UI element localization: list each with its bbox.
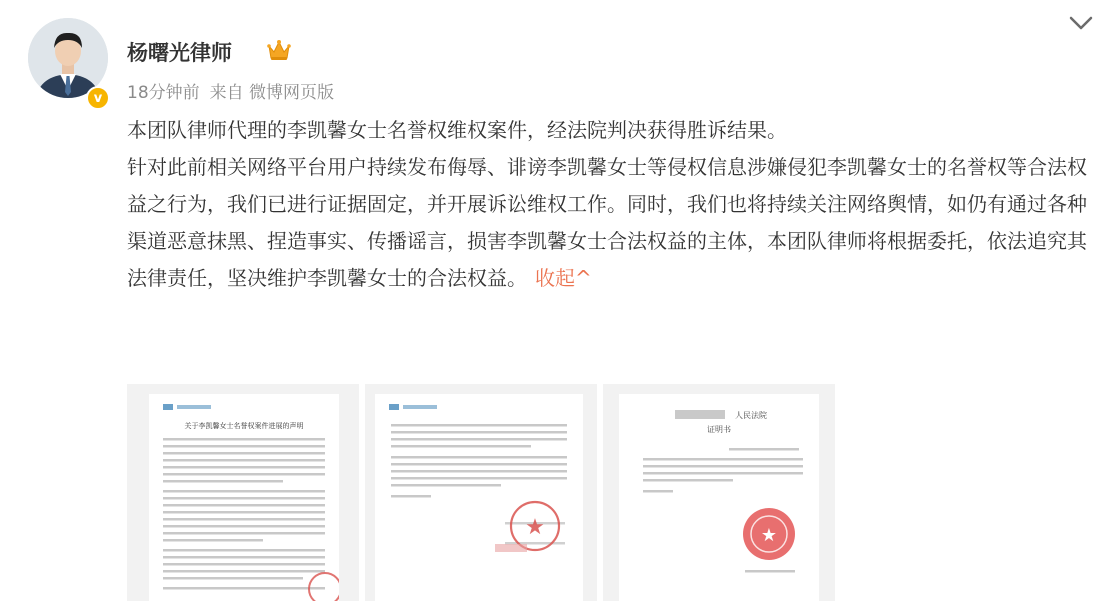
post-time[interactable]: 18分钟前 — [127, 83, 200, 103]
collapse-arrow-icon: ^ — [575, 266, 592, 290]
document-page — [149, 394, 339, 601]
image-thumbnail-statement[interactable] — [127, 384, 359, 601]
svg-text:★: ★ — [525, 515, 545, 540]
court-name: 人民法院 — [735, 411, 767, 420]
document-body — [375, 394, 583, 601]
post-meta — [127, 78, 344, 103]
image-thumbnail-court-certificate[interactable] — [603, 384, 835, 601]
collapse-label: 收起 — [535, 266, 575, 290]
chevron-down-icon[interactable] — [1067, 12, 1095, 36]
document-body — [619, 394, 819, 601]
document-page — [375, 394, 583, 601]
verified-v-icon: v — [86, 86, 110, 110]
post-paragraph: 本团队律师代理的李凯馨女士名誉权维权案件，经法院判决获得胜诉结果。 — [127, 118, 787, 142]
crown-icon[interactable] — [266, 38, 292, 62]
image-gallery — [127, 384, 835, 601]
author-name[interactable]: 杨曙光律师 — [127, 41, 232, 65]
document-body — [149, 394, 339, 601]
image-thumbnail-statement-page-2[interactable] — [365, 384, 597, 601]
document-page — [619, 394, 819, 601]
document-title: 关于李凯馨女士名誉权案件进展的声明 — [184, 422, 304, 430]
document-title: 证明书 — [707, 425, 731, 434]
post-paragraph: 针对此前相关网络平台用户持续发布侮辱、诽谤李凯馨女士等侵权信息涉嫌侵犯李凯馨女士的名誉权等合法权益之行为，我们已进行证据固定，并开展诉讼维权工作。同时，我们也将持续关注网络舆情，如仍有通过各种渠道恶意抹黑、捏造事实、传播谣言，损害李凯馨女士合法权益的主体，本团队律师将根据委托，依法追究其法律责任，坚决维护李凯馨女士的合法权益。 收起^ — [127, 155, 1087, 290]
post-content — [127, 112, 1087, 297]
svg-text:★: ★ — [760, 525, 778, 546]
collapse-link[interactable] — [535, 266, 592, 290]
post-source[interactable]: 来自 微博网页版 — [209, 83, 335, 103]
